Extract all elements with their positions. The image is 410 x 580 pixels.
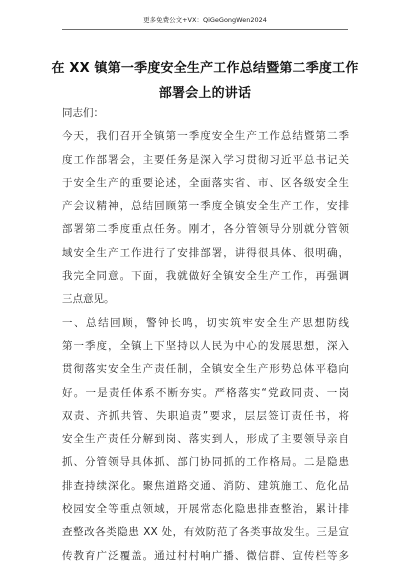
title-line-1: 在 XX 镇第一季度安全生产工作总结暨第二季度工作 <box>51 61 359 76</box>
body-line: 度工作部署会，主要任务是深入学习贯彻习近平总书记关 <box>62 153 349 166</box>
body-line: 部署第二季度重点任务。刚才，各分管领导分别就分管领 <box>62 223 349 236</box>
body-line: 查整改各类隐患 XX 处，有效防范了各类事故发生。三是宣 <box>62 526 349 539</box>
body-line: 校园安全等重点领域，开展常态化隐患排查整治，累计排 <box>62 503 349 516</box>
body-line: 贯彻落实安全生产责任制，全镇安全生产形势总体平稳向 <box>62 363 349 376</box>
body-line: 第一季度，全镇上下坚持以人民为中心的发展思想，深入 <box>62 339 349 352</box>
body-line: 于安全生产的重要论述，全面落实省、市、区各级安全生 <box>62 176 349 189</box>
body-line: 域安全生产工作进行了安排部署，讲得很具体、很明确， <box>62 246 349 259</box>
body-line: 排查持续深化。聚焦道路交通、消防、建筑施工、危化品 <box>62 479 349 492</box>
document-body <box>62 102 349 568</box>
header-divider <box>62 29 348 30</box>
body-line: 我完全同意。下面，我就做好全镇安全生产工作，再强调 <box>62 270 349 283</box>
body-line: 今天，我们召开全镇第一季度安全生产工作总结暨第二季 <box>62 130 349 143</box>
body-line: 三点意见。 <box>62 293 115 306</box>
header-promo-text: 更多免费公文+VX：QiGeGongWen2024 <box>143 16 267 24</box>
body-line: 好。一是责任体系不断夯实。严格落实“党政同责、一岗 <box>62 386 349 399</box>
document-title <box>40 56 370 106</box>
section-heading-1: 一、总结回顾，警钟长鸣，切实筑牢安全生产思想防线 <box>62 316 349 329</box>
body-line: 安全生产责任分解到岗、落实到人，形成了主要领导亲自 <box>62 433 349 446</box>
body-line: 产会议精神，总结回顾第一季度全镇安全生产工作，安排 <box>62 200 349 213</box>
salutation: 同志们： <box>62 107 104 119</box>
body-line: 抓、分管领导具体抓、部门协同抓的工作格局。二是隐患 <box>62 456 349 469</box>
body-line: 双责、齐抓共管、失职追责”要求，层层签订责任书，将 <box>62 409 349 422</box>
body-line: 传教育广泛覆盖。通过村村响广播、微信群、宣传栏等多 <box>62 549 349 562</box>
title-line-2: 部署会上的讲话 <box>158 86 252 101</box>
